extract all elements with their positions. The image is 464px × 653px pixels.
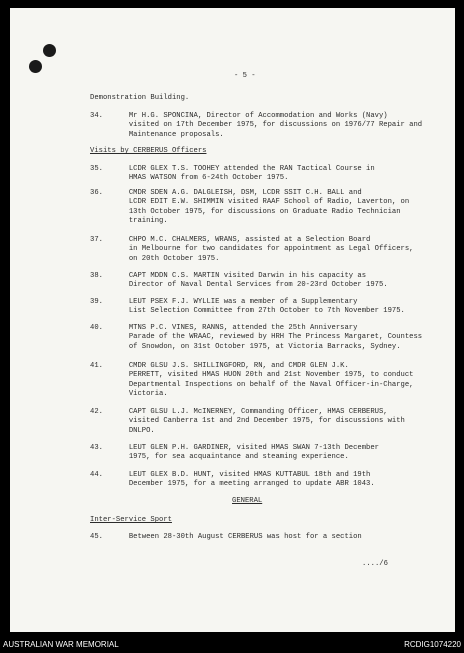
paragraph-40: 40. MTNS P.C. VINES, RANNS, attended the 25th Anniversary Parade of the WRAAC, reviewed by HRH The Princess Margaret, Countess of Snowdon, on 31st October 1975, at Victoria Barracks, Sydney. — [90, 324, 423, 351]
paragraph-39: 39. LEUT PSEX F.J. WYLLIE was a member of a Supplementary List Selection Committee from 27th October to 7th November 1975. — [90, 298, 405, 316]
continuation-marker: ..../6 — [362, 560, 388, 568]
section-heading-visits: Visits by CERBERUS Officers — [90, 147, 207, 155]
text-line: Demonstration Building. — [90, 94, 190, 102]
paragraph-35: 35. LCDR GLEX T.S. TOOHEY attended the RAN Tactical Course in HMAS WATSON from 6-24th October 1975. — [90, 165, 375, 183]
paragraph-44: 44. LEUT GLEX B.D. HUNT, visited HMAS KUTTABUL 18th and 19th December 1975, for a meeting arranged to update ABR 1043. — [90, 471, 375, 489]
paragraph-42: 42. CAPT GLSU L.J. McINERNEY, Commanding Officer, HMAS CERBERUS, visited Canberra 1st and 2nd December 1975, for discussions with DNLPO. — [90, 408, 405, 435]
paragraph-45: 45. Between 28-30th August CERBERUS was host for a section — [90, 533, 362, 541]
paragraph-36: 36. CMDR SDEN A.G. DALGLEISH, DSM, LCDR SSIT C.H. BALL and LCDR EDIT E.W. SHIMMIN visited RAAF School of Radio, Laverton, on 13th October 1975, for discussions on Graduate Radio Technician training. — [90, 189, 410, 226]
footer-record-id: RCDIG1074220 — [404, 640, 461, 649]
paragraph-43: 43. LEUT GLEN P.H. GARDINER, visited HMAS SWAN 7-13th December 1975, for sea acquaintance and steaming experience. — [90, 444, 379, 462]
footer-bar — [0, 637, 464, 653]
paragraph-38: 38. CAPT MDDN C.S. MARTIN visited Darwin in his capacity as Director of Naval Dental Services from 20-23rd October 1975. — [90, 272, 388, 290]
punch-hole — [29, 60, 42, 73]
paragraph-34: 34. Mr H.G. SPONCINA, Director of Accommodation and Works (Navy) visited on 17th December 1975, for discussions on 1976/77 Repair and Maintenance proposals. — [90, 112, 423, 139]
general-heading: GENERAL — [232, 497, 263, 505]
page-number: - 5 - — [234, 72, 256, 80]
punch-hole — [43, 44, 56, 57]
footer-source: AUSTRALIAN WAR MEMORIAL — [3, 640, 119, 649]
paragraph-41: 41. CMDR GLSU J.S. SHILLINGFORD, RN, and CMDR GLEN J.K. PERRETT, visited HMAS HUON 20th and 21st November 1975, to conduct Departmental Inspections on behalf of the Naval Officer-in-Charge, Victoria. — [90, 362, 414, 399]
document-page — [10, 8, 455, 632]
paragraph-37: 37. CHPO M.C. CHALMERS, WRANS, assisted at a Selection Board in Melbourne for two candidates for appointment as Legal Officers, on 20th October 1975. — [90, 236, 414, 263]
section-heading-sport: Inter-Service Sport — [90, 516, 172, 524]
